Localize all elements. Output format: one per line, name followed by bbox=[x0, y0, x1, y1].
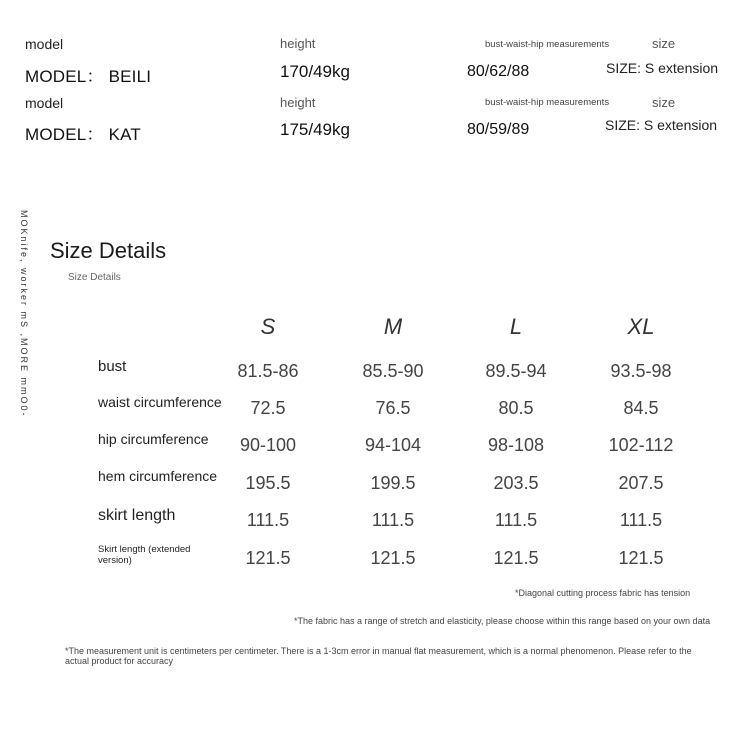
row-label-bust: bust bbox=[98, 358, 127, 375]
height-value: 175/49kg bbox=[280, 120, 350, 139]
height-value: 170/49kg bbox=[280, 62, 350, 81]
row-label-waist: waist circumference bbox=[98, 394, 222, 410]
section-title: Size Details bbox=[50, 238, 167, 263]
model-label: model bbox=[25, 95, 64, 111]
note-fabric-stretch: *The fabric has a range of stretch and elasticity, please choose within this range based on your own data bbox=[294, 616, 711, 626]
table-cell: 111.5 bbox=[494, 510, 538, 530]
row-label-skirt-length: skirt length bbox=[98, 507, 176, 524]
table-cell: 98-108 bbox=[487, 435, 545, 455]
height-label: height bbox=[280, 36, 316, 51]
bust-waist-hip-value: 80/62/88 bbox=[467, 63, 530, 80]
table-cell: 93.5-98 bbox=[610, 361, 672, 381]
model-name: MODEL： KAT bbox=[25, 125, 141, 144]
side-brand-text: MOKnife, worker mS ,MORE mmO0- bbox=[19, 210, 29, 418]
size-label: size bbox=[652, 36, 676, 51]
bust-waist-hip-label: bust-waist-hip measurements bbox=[485, 97, 610, 108]
table-cell: 111.5 bbox=[371, 510, 415, 530]
row-label-hip: hip circumference bbox=[98, 431, 209, 447]
table-cell: 85.5-90 bbox=[362, 361, 424, 381]
row-label-skirt-length-extended: Skirt length (extended version) bbox=[98, 544, 191, 566]
table-cell: 81.5-86 bbox=[237, 361, 299, 381]
table-cell: 121.5 bbox=[245, 548, 291, 568]
size-value: SIZE: S extension bbox=[605, 117, 718, 133]
table-cell: 121.5 bbox=[618, 548, 664, 568]
size-value: SIZE: S extension bbox=[606, 60, 719, 76]
column-header-xl: XL bbox=[627, 314, 655, 339]
table-cell: 76.5 bbox=[375, 398, 411, 418]
height-label: height bbox=[280, 95, 316, 110]
section-subtitle: Size Details bbox=[68, 272, 121, 283]
model-label: model bbox=[25, 36, 64, 52]
column-header-l: L bbox=[509, 314, 523, 339]
bust-waist-hip-value: 80/59/89 bbox=[467, 121, 530, 138]
size-label: size bbox=[652, 95, 676, 110]
table-cell: 121.5 bbox=[493, 548, 539, 568]
column-header-m: M bbox=[383, 314, 403, 339]
table-cell: 199.5 bbox=[370, 473, 416, 493]
column-header-s: S bbox=[260, 314, 276, 339]
table-cell: 203.5 bbox=[493, 473, 539, 493]
row-label-hem: hem circumference bbox=[98, 468, 218, 484]
bust-waist-hip-label: bust-waist-hip measurements bbox=[485, 39, 610, 50]
table-cell: 90-100 bbox=[239, 435, 297, 455]
model-name: MODEL： BEILI bbox=[25, 67, 152, 86]
table-cell: 111.5 bbox=[246, 510, 290, 530]
table-cell: 195.5 bbox=[245, 473, 291, 493]
note-measurement-unit: *The measurement unit is centimeters per centimeter. There is a 1-3cm error in manual flat measurement, which is a normal phenomenon. Please refer to the actual product for accuracy bbox=[65, 646, 692, 666]
note-diagonal-cut: *Diagonal cutting process fabric has tension bbox=[515, 588, 691, 598]
table-cell: 94-104 bbox=[364, 435, 422, 455]
table-cell: 121.5 bbox=[370, 548, 416, 568]
table-cell: 207.5 bbox=[618, 473, 664, 493]
table-cell: 102-112 bbox=[608, 435, 674, 455]
table-cell: 111.5 bbox=[619, 510, 663, 530]
table-cell: 72.5 bbox=[250, 398, 286, 418]
table-cell: 84.5 bbox=[623, 398, 659, 418]
table-cell: 80.5 bbox=[498, 398, 534, 418]
table-cell: 89.5-94 bbox=[485, 361, 547, 381]
